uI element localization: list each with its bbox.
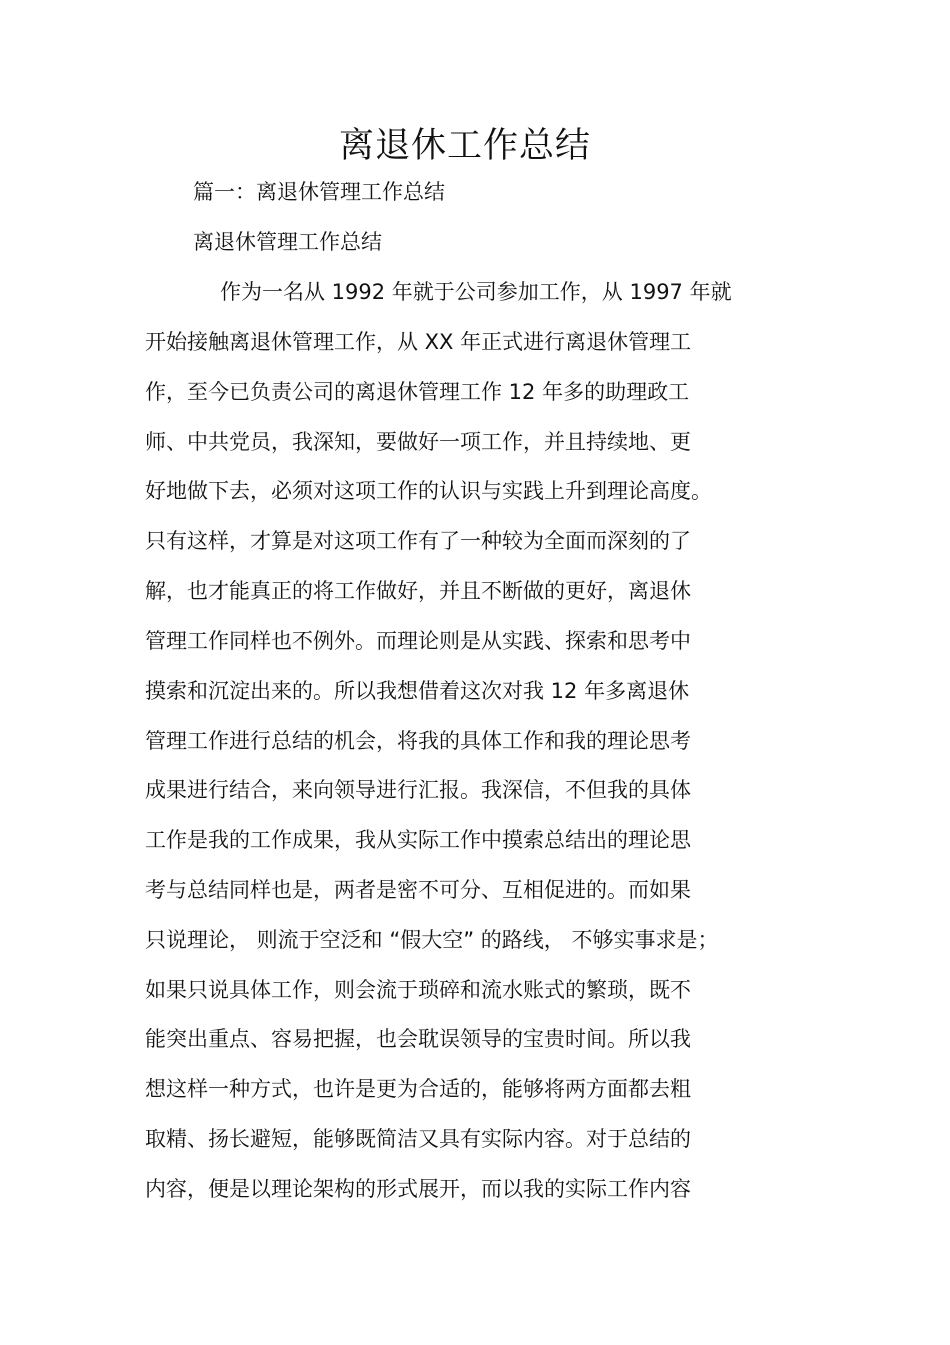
body-line: 能突出重点、容易把握，也会耽误领导的宝贵时间。所以我 [145,1027,691,1051]
body-line: 如果只说具体工作，则会流于琐碎和流水账式的繁琐，既不 [145,978,691,1002]
body-line: 管理工作进行总结的机会，将我的具体工作和我的理论思考 [145,729,691,753]
body-line: 作为一名从 1992 年就于公司参加工作，从 1997 年就 [220,280,732,304]
body-line: 管理工作同样也不例外。而理论则是从实践、探索和思考中 [145,629,691,653]
body-line: 摸索和沉淀出来的。所以我想借着这次对我 12 年多离退休 [145,679,690,703]
body-line: 取精、扬长避短，能够既简洁又具有实际内容。对于总结的 [145,1127,691,1151]
body-line: 开始接触离退休管理工作，从 XX 年正式进行离退休管理工 [145,330,692,354]
body-line: 只说理论， 则流于空泛和 “假大空” 的路线， 不够实事求是； [145,928,719,952]
document-title: 离退休工作总结 [338,126,591,166]
body-line: 好地做下去，必须对这项工作的认识与实践上升到理论高度。 [145,479,712,503]
body-line: 作，至今已负责公司的离退休管理工作 12 年多的助理政工 [145,380,690,404]
body-line: 考与总结同样也是，两者是密不可分、互相促进的。而如果 [145,878,691,902]
section-heading: 篇一：离退休管理工作总结 [193,180,445,204]
section-subtitle: 离退休管理工作总结 [193,230,382,254]
body-line: 内容，便是以理论架构的形式展开，而以我的实际工作内容 [145,1177,691,1201]
body-line: 想这样一种方式，也许是更为合适的，能够将两方面都去粗 [145,1077,691,1101]
body-line: 解，也才能真正的将工作做好，并且不断做的更好，离退休 [145,579,691,603]
body-line: 只有这样，才算是对这项工作有了一种较为全面而深刻的了 [145,529,691,553]
body-line: 工作是我的工作成果，我从实际工作中摸索总结出的理论思 [145,828,691,852]
body-line: 成果进行结合，来向领导进行汇报。我深信，不但我的具体 [145,778,691,802]
body-line: 师、中共党员，我深知，要做好一项工作，并且持续地、更 [145,430,691,454]
